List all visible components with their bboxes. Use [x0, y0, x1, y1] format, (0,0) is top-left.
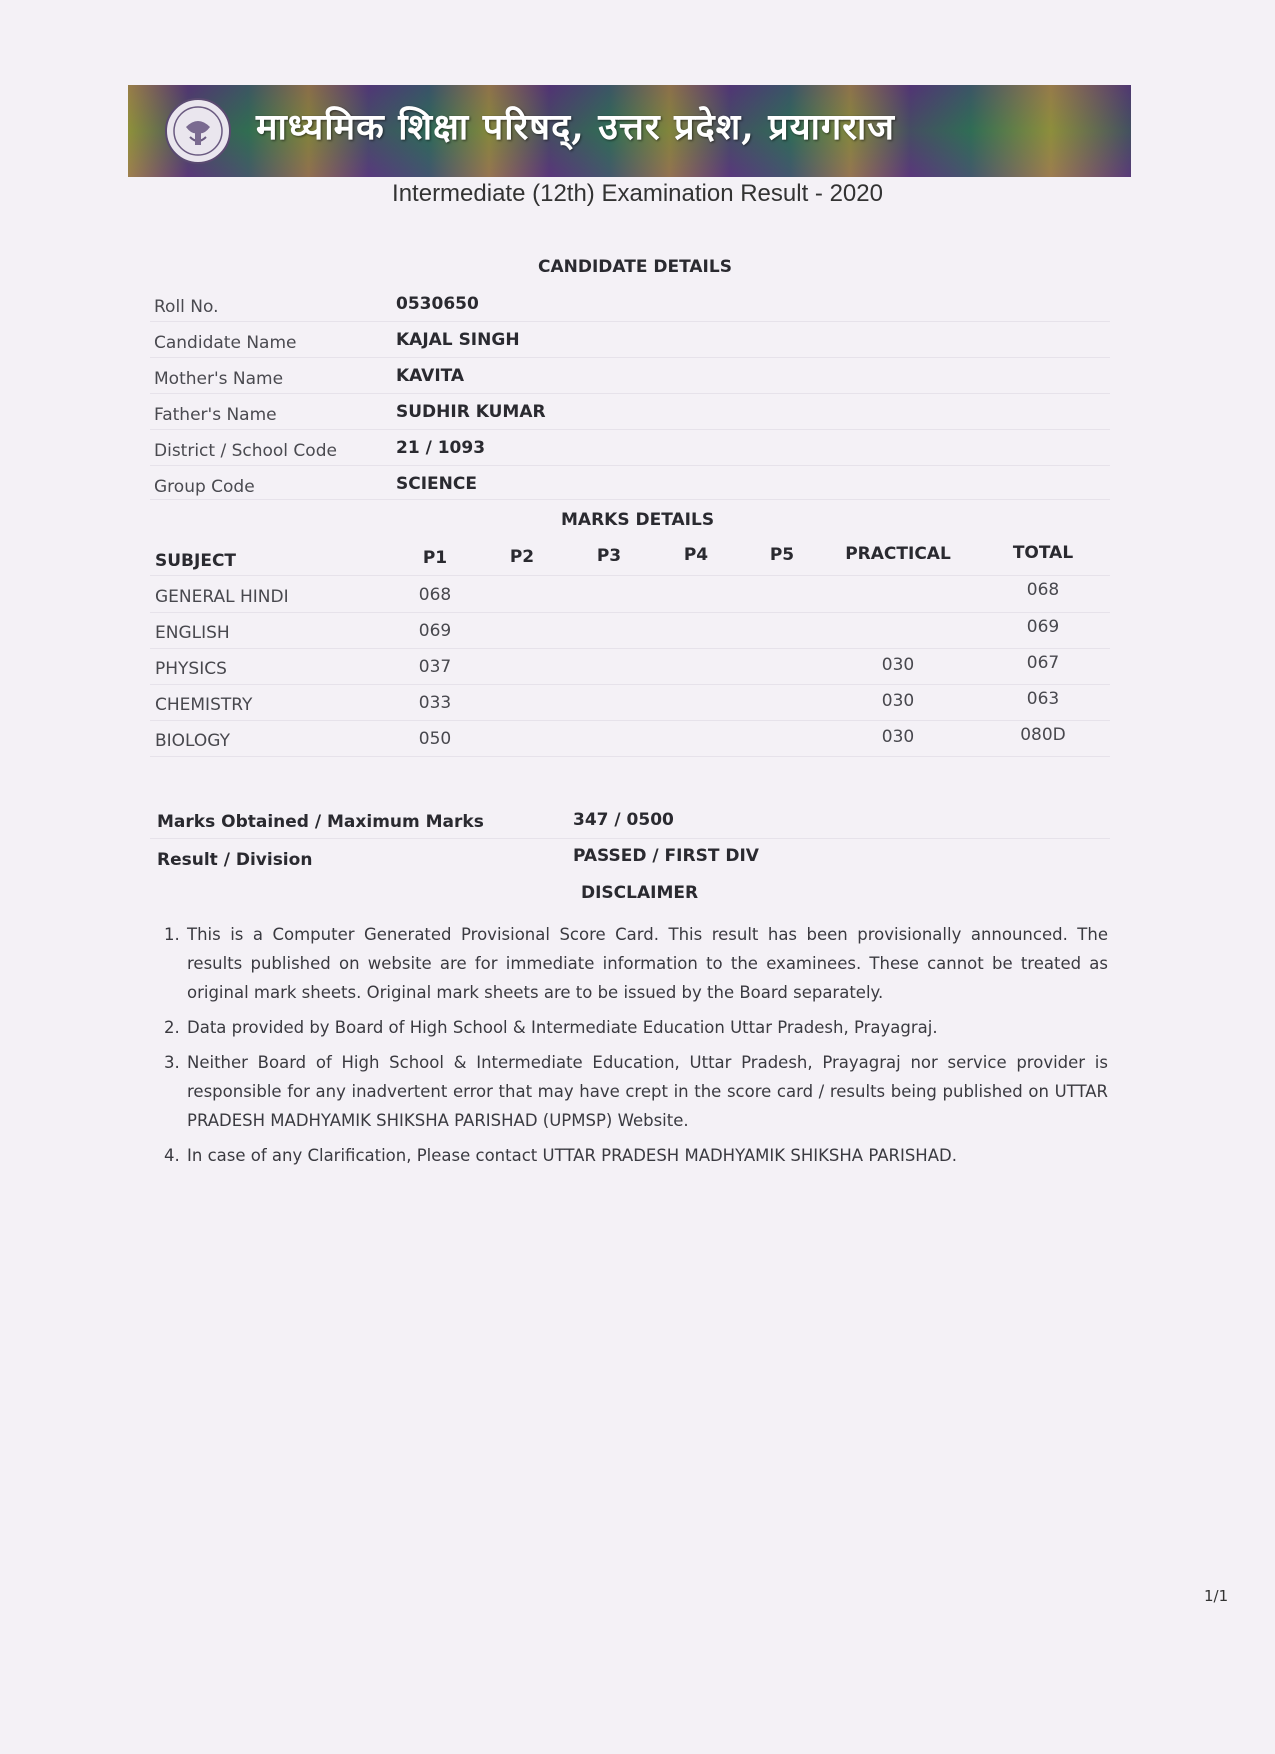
practical-cell: 030 [881, 727, 915, 747]
col-header-p2: P2 [509, 547, 535, 567]
list-item [164, 1013, 1108, 1042]
divider [150, 357, 1110, 358]
list-text: In case of any Clarification, Please contact UTTAR PRADESH MADHYAMIK SHIKSHA PARISHAD. [187, 1146, 957, 1165]
divider [150, 393, 1110, 394]
total-cell: 068 [1026, 580, 1060, 600]
list-number: 2. [164, 1018, 180, 1037]
subject-cell: ENGLISH [155, 623, 230, 643]
up-govt-emblem-icon [164, 97, 232, 165]
candidate-name-value: KAJAL SINGH [396, 330, 520, 350]
exam-title: Intermediate (12th) Examination Result - 2020 [392, 180, 883, 207]
practical-cell: 030 [881, 691, 915, 711]
group-code-label: Group Code [154, 477, 255, 497]
mother-name-value: KAVITA [396, 366, 465, 386]
board-name-hindi: माध्यमिक शिक्षा परिषद्, उत्तर प्रदेश, प्रयागराज [256, 106, 895, 148]
divider [150, 321, 1110, 322]
roll-no-value: 0530650 [396, 294, 479, 314]
col-header-subject: SUBJECT [155, 551, 237, 571]
col-header-p1: P1 [422, 548, 448, 568]
divider [150, 648, 1110, 649]
total-cell: 067 [1026, 653, 1060, 673]
col-header-p4: P4 [683, 545, 709, 565]
subject-cell: GENERAL HINDI [155, 587, 289, 607]
list-item [164, 1048, 1108, 1135]
page-number: 1/1 [1204, 1587, 1229, 1605]
p1-cell: 037 [418, 657, 452, 677]
p1-cell: 069 [418, 621, 452, 641]
father-name-label: Father's Name [154, 405, 277, 425]
candidate-details-heading: CANDIDATE DETAILS [538, 257, 732, 277]
divider [150, 838, 1110, 839]
total-cell: 063 [1026, 689, 1060, 709]
divider [150, 575, 1110, 576]
result-division-label: Result / Division [157, 850, 313, 870]
list-item [164, 1141, 1108, 1170]
list-number: 1. [164, 925, 180, 944]
subject-cell: PHYSICS [155, 659, 227, 679]
divider [150, 684, 1110, 685]
divider [150, 429, 1110, 430]
subject-cell: BIOLOGY [155, 731, 231, 751]
board-banner [128, 85, 1131, 177]
p1-cell: 033 [418, 693, 452, 713]
col-header-practical: PRACTICAL [845, 544, 951, 564]
list-text: This is a Computer Generated Provisional Score Card. This result has been provisionally announced. The results published on website are for immediate information to the examinees. These cannot be treated as original mark sheets. Original mark sheets are to be issued by the Board separately. [187, 925, 1108, 1002]
divider [150, 720, 1110, 721]
col-header-total: TOTAL [1012, 543, 1074, 563]
marks-obtained-value: 347 / 0500 [573, 810, 674, 830]
list-text: Data provided by Board of High School & Intermediate Education Uttar Pradesh, Prayagraj. [187, 1018, 938, 1037]
marks-details-heading: MARKS DETAILS [561, 510, 715, 530]
list-item [164, 920, 1108, 1007]
marks-obtained-label: Marks Obtained / Maximum Marks [157, 812, 484, 832]
father-name-value: SUDHIR KUMAR [396, 402, 546, 422]
col-header-p5: P5 [769, 545, 795, 565]
roll-no-label: Roll No. [154, 297, 219, 317]
p1-cell: 068 [418, 585, 452, 605]
disclaimer-heading: DISCLAIMER [581, 883, 699, 903]
divider [150, 465, 1110, 466]
disclaimer-list [164, 920, 1108, 1176]
p1-cell: 050 [418, 729, 452, 749]
result-division-value: PASSED / FIRST DIV [573, 846, 759, 866]
list-number: 4. [164, 1146, 180, 1165]
col-header-p3: P3 [596, 546, 622, 566]
divider [150, 499, 1110, 500]
divider [150, 612, 1110, 613]
district-school-code-label: District / School Code [154, 441, 337, 461]
total-cell: 080D [1020, 725, 1066, 745]
candidate-name-label: Candidate Name [154, 333, 297, 353]
mother-name-label: Mother's Name [154, 369, 284, 389]
group-code-value: SCIENCE [396, 474, 477, 494]
divider [150, 756, 1110, 757]
list-number: 3. [164, 1053, 180, 1072]
list-text: Neither Board of High School & Intermediate Education, Uttar Pradesh, Prayagraj nor service provider is responsible for any inadvertent error that may have crept in the score card / results being published on UTTAR PRADESH MADHYAMIK SHIKSHA PARISHAD (UPMSP) Website. [187, 1053, 1108, 1130]
district-school-code-value: 21 / 1093 [396, 438, 486, 458]
subject-cell: CHEMISTRY [155, 695, 253, 715]
practical-cell: 030 [881, 655, 915, 675]
total-cell: 069 [1026, 617, 1060, 637]
